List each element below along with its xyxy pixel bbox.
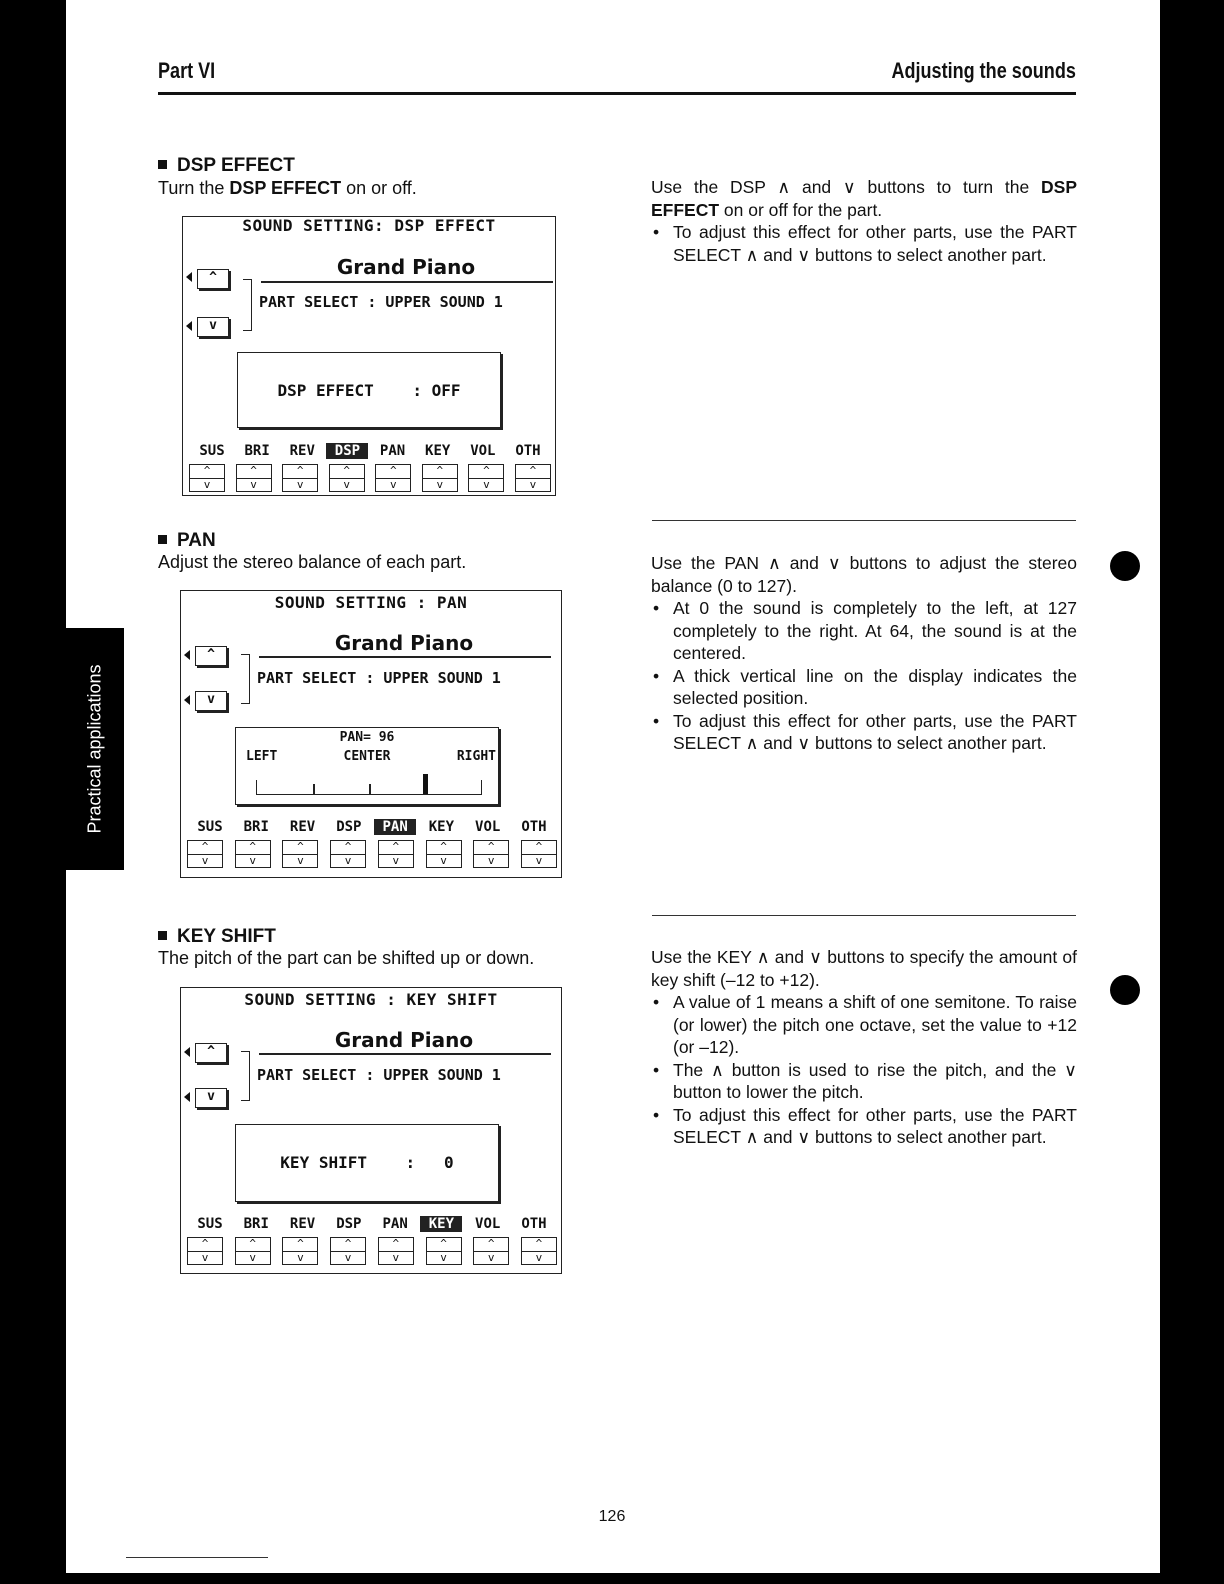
tab-key: KEY — [428, 819, 455, 835]
list-item: • At 0 the sound is completely to the left, at 127 completely to the right. At 64, the sound is at the centered. — [651, 597, 1077, 665]
left-arrow-icon — [184, 695, 190, 705]
part-select-down-button[interactable]: v — [195, 1088, 227, 1108]
margin-dot — [1110, 975, 1140, 1005]
lcd-voice-underline — [259, 656, 551, 658]
up-down-buttons — [187, 840, 557, 868]
tab-vol: VOL — [475, 819, 501, 835]
section-divider — [652, 915, 1076, 916]
part-select-line: PART SELECT : UPPER SOUND 1 — [257, 1066, 501, 1084]
left-arrow-icon — [186, 272, 192, 282]
lcd-voice: Grand Piano — [336, 255, 476, 279]
tab-dsp: DSP — [336, 1216, 362, 1232]
vol-updown-button[interactable]: ^ v — [468, 464, 504, 492]
key-updown-button[interactable]: ^ v — [426, 840, 462, 868]
side-tab-label: Practical applications — [84, 664, 105, 834]
lcd-voice-underline — [261, 281, 553, 283]
pan-center-label: CENTER — [343, 749, 391, 764]
part-select-up-button[interactable]: ^ — [195, 646, 227, 666]
part-select-down-button[interactable]: v — [195, 691, 227, 711]
key-updown-button[interactable]: ^ v — [426, 1237, 462, 1265]
sus-updown-button[interactable]: ^ v — [187, 1237, 223, 1265]
list-item: • The ∧ button is used to rise the pitch, and the ∨ button to lower the pitch. — [651, 1059, 1077, 1104]
tab-sus: SUS — [197, 819, 223, 835]
dsp-effect-value: DSP EFFECT : OFF — [277, 381, 461, 400]
list-item: • To adjust this effect for other parts, use the PART SELECT ∧ and ∨ buttons to select another part. — [651, 221, 1077, 266]
section-divider — [652, 520, 1076, 521]
header-rule — [158, 92, 1076, 95]
tab-sus: SUS — [197, 1216, 223, 1232]
sus-updown-button[interactable]: ^ v — [187, 840, 223, 868]
pan-left-label: LEFT — [246, 749, 278, 764]
tab-sus: SUS — [199, 443, 225, 459]
tab-oth: OTH — [521, 1216, 547, 1232]
pan-position-marker — [423, 774, 428, 794]
page-frame-bottom — [66, 1573, 1160, 1584]
section-title-key: KEY SHIFT — [158, 926, 276, 948]
lcd-title: SOUND SETTING : PAN — [274, 593, 468, 612]
left-arrow-icon — [184, 1047, 190, 1057]
section-desc-key: Use the KEY ∧ and ∨ buttons to specify the amount of key shift (–12 to +12). • A value of 1 means a shift of one semitone. To raise (or lower) the pitch one octave, set the value to +12 (or –12). • The ∧ button is used to rise the pitch, and the ∨ button to lower the pitch. • To adjust this effect for other parts, use the PART SELECT ∧ and ∨ buttons to select another part. — [651, 946, 1077, 1149]
tab-bri: BRI — [243, 819, 269, 835]
tab-row — [189, 819, 555, 835]
bri-updown-button[interactable]: ^ v — [235, 840, 271, 868]
pan-value: PAN= 96 — [339, 730, 395, 745]
key-shift-value: KEY SHIFT : 0 — [280, 1153, 454, 1172]
side-tab — [66, 628, 124, 870]
pan-updown-button[interactable]: ^ v — [375, 464, 411, 492]
pan-tick — [313, 784, 315, 794]
tab-oth: OTH — [515, 443, 541, 459]
part-select-line: PART SELECT : UPPER SOUND 1 — [257, 669, 501, 687]
tab-bri: BRI — [243, 1216, 269, 1232]
header-part: Part VI — [158, 58, 216, 83]
section-title-pan: PAN — [158, 530, 216, 552]
page-frame-left — [0, 0, 66, 1584]
section-desc-pan: Use the PAN ∧ and ∨ buttons to adjust the stereo balance (0 to 127). • At 0 the sound is completely to the left, at 127 completely to the right. At 64, the sound is at the centered. • A thick vertical line on the display indicates the selected position. • To adjust this effect for other parts, use the PART SELECT ∧ and ∨ buttons to select another part. — [651, 552, 1077, 755]
lcd-dsp-effect — [182, 216, 556, 496]
section-intro-dsp: Turn the DSP EFFECT on or off. — [158, 178, 417, 198]
tab-pan: PAN — [379, 443, 406, 459]
left-arrow-icon — [184, 1092, 190, 1102]
margin-dot — [1110, 551, 1140, 581]
pan-tick — [369, 784, 371, 794]
dsp-updown-button[interactable]: ^ v — [330, 1237, 366, 1265]
vol-updown-button[interactable]: ^ v — [473, 840, 509, 868]
rev-updown-button[interactable]: ^ v — [282, 464, 318, 492]
pan-right-label: RIGHT — [456, 749, 496, 764]
tab-rev: REV — [289, 443, 315, 459]
up-down-buttons — [189, 464, 551, 492]
section-desc-dsp: Use the DSP ∧ and ∨ buttons to turn the DSP EFFECT on or off for the part. • To adjust this effect for other parts, use the PART SELECT ∧ and ∨ buttons to select another part. — [651, 176, 1077, 266]
list-item: • A value of 1 means a shift of one semitone. To raise (or lower) the pitch one octave, set the value to +12 (or –12). — [651, 991, 1077, 1059]
list-item: • To adjust this effect for other parts, use the PART SELECT ∧ and ∨ buttons to select another part. — [651, 710, 1077, 755]
tab-row — [189, 1216, 555, 1232]
part-select-up-button[interactable]: ^ — [195, 1043, 227, 1063]
value-box — [235, 1124, 499, 1202]
left-arrow-icon — [184, 650, 190, 660]
up-down-buttons — [187, 1237, 557, 1265]
lcd-voice: Grand Piano — [334, 631, 474, 655]
dsp-updown-button[interactable]: ^ v — [329, 464, 365, 492]
tab-dsp: DSP — [336, 819, 362, 835]
tab-dsp: DSP — [326, 443, 368, 459]
tab-rev: REV — [289, 1216, 316, 1232]
tab-pan: PAN — [382, 1216, 408, 1232]
tab-row — [191, 443, 549, 459]
tab-key: KEY — [420, 1216, 462, 1232]
lcd-key-shift — [180, 987, 562, 1274]
page-frame-right — [1160, 0, 1224, 1584]
lcd-title: SOUND SETTING : KEY SHIFT — [244, 990, 498, 1009]
tab-vol: VOL — [470, 443, 496, 459]
value-box — [237, 352, 501, 428]
tab-pan: PAN — [374, 819, 416, 835]
page-number: 126 — [598, 1508, 626, 1525]
tab-bri: BRI — [244, 443, 270, 459]
pan-box — [235, 727, 499, 805]
bri-updown-button[interactable]: ^ v — [235, 1237, 271, 1265]
bri-updown-button[interactable]: ^ v — [236, 464, 272, 492]
rev-updown-button[interactable]: ^ v — [282, 840, 318, 868]
tab-key: KEY — [425, 443, 451, 459]
list-item: • To adjust this effect for other parts, use the PART SELECT ∧ and ∨ buttons to select another part. — [651, 1104, 1077, 1149]
pan-updown-button[interactable]: ^ v — [378, 840, 414, 868]
oth-updown-button[interactable]: ^ v — [521, 840, 557, 868]
oth-updown-button[interactable]: ^ v — [521, 1237, 557, 1265]
dsp-updown-button[interactable]: ^ v — [330, 840, 366, 868]
part-select-up-button[interactable]: ^ — [197, 269, 229, 289]
lcd-voice: Grand Piano — [334, 1028, 474, 1052]
pan-scale — [256, 780, 482, 795]
sus-updown-button[interactable]: ^ v — [189, 464, 225, 492]
list-item: • A thick vertical line on the display indicates the selected position. — [651, 665, 1077, 710]
left-arrow-icon — [186, 321, 192, 331]
vol-updown-button[interactable]: ^ v — [473, 1237, 509, 1265]
rev-updown-button[interactable]: ^ v — [282, 1237, 318, 1265]
key-updown-button[interactable]: ^ v — [422, 464, 458, 492]
footer-line — [126, 1557, 268, 1558]
lcd-voice-underline — [259, 1053, 551, 1055]
part-select-down-button[interactable]: v — [197, 317, 229, 337]
lcd-pan — [180, 590, 562, 878]
tab-vol: VOL — [475, 1216, 501, 1232]
bracket — [241, 1051, 250, 1101]
pan-updown-button[interactable]: ^ v — [378, 1237, 414, 1265]
oth-updown-button[interactable]: ^ v — [515, 464, 551, 492]
section-intro-pan: Adjust the stereo balance of each part. — [158, 552, 467, 572]
section-title-dsp: DSP EFFECT — [158, 155, 295, 177]
tab-oth: OTH — [521, 819, 547, 835]
section-intro-key: The pitch of the part can be shifted up or down. — [158, 948, 535, 968]
part-select-line: PART SELECT : UPPER SOUND 1 — [259, 293, 503, 311]
header-chapter: Adjusting the sounds — [891, 58, 1076, 83]
bracket — [243, 279, 252, 331]
lcd-title: SOUND SETTING: DSP EFFECT — [242, 216, 496, 235]
bracket — [241, 654, 250, 704]
tab-rev: REV — [289, 819, 316, 835]
